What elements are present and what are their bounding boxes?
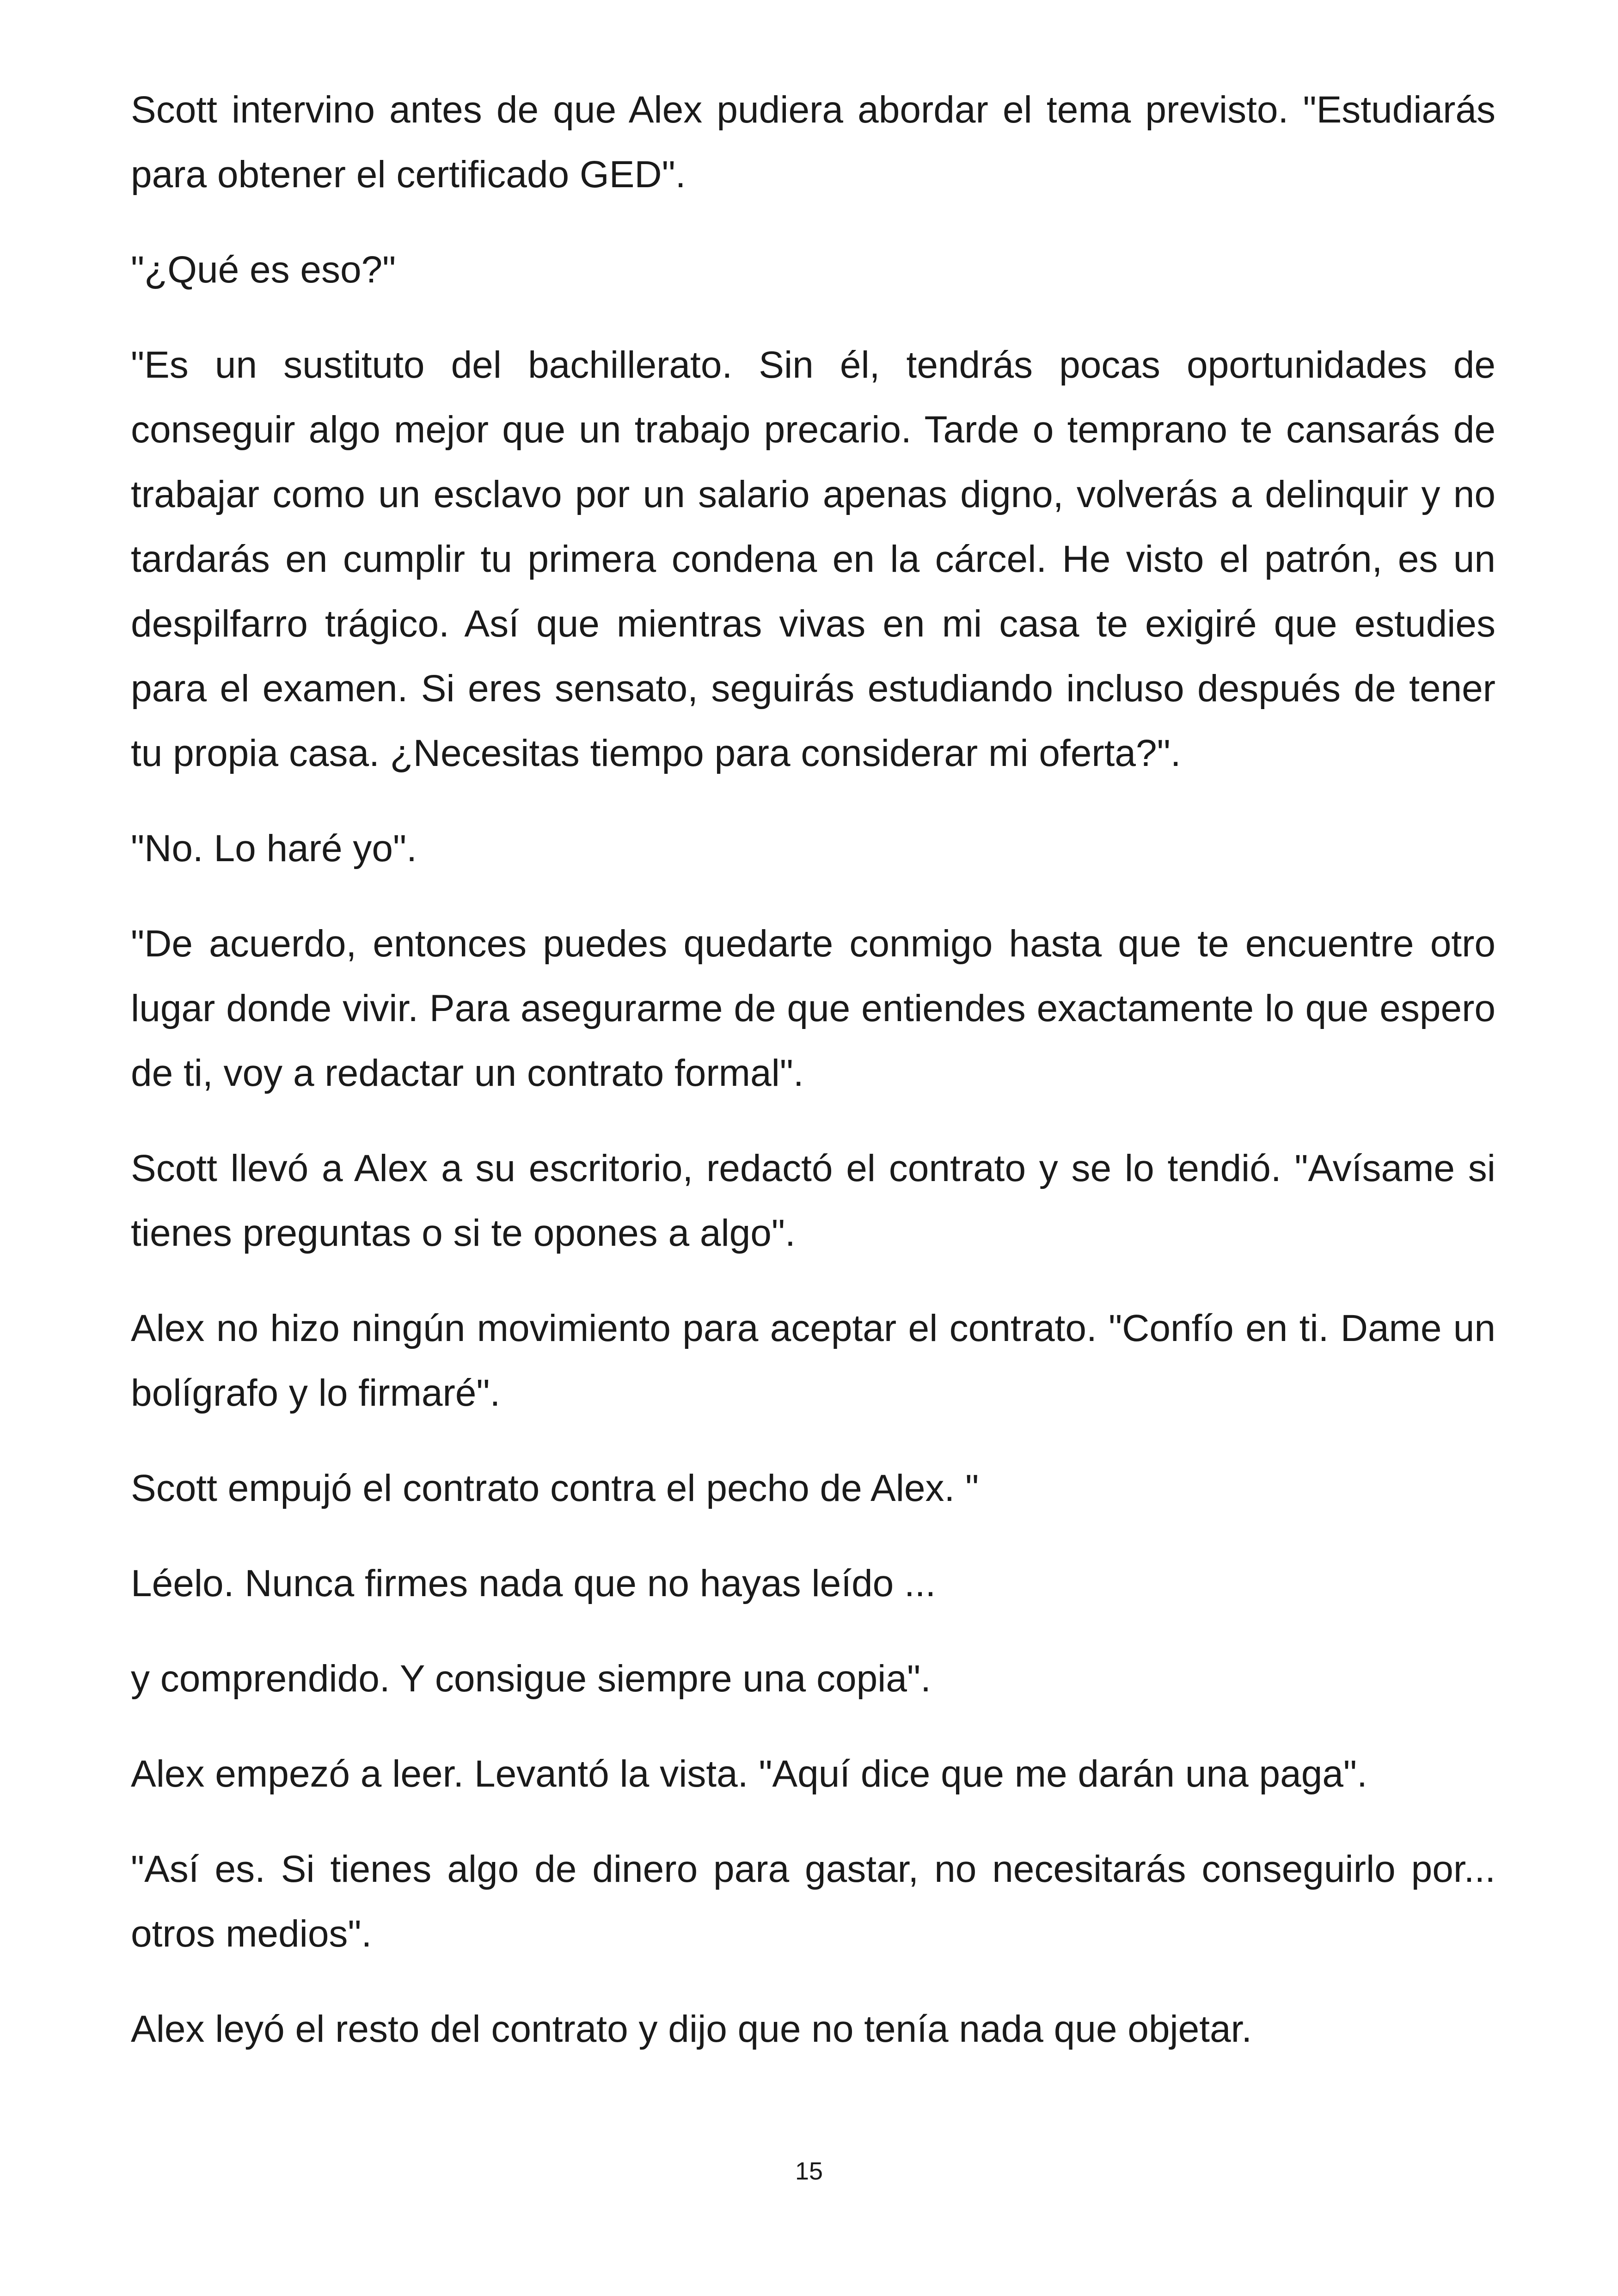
paragraph-13: Alex leyó el resto del contrato y dijo que no tenía nada que objetar. [131, 2008, 1252, 2050]
paragraph-8: Scott empujó el contrato contra el pecho de Alex. " [131, 1467, 979, 1509]
paragraph-2: "¿Qué es eso?" [131, 249, 396, 291]
paragraph-5: "De acuerdo, entonces puedes quedarte conmigo hasta que te encuentre otro lugar donde vivir. Para asegurarme de que entiendes exactamente lo que espero de ti, voy a redactar un contrato formal". [131, 923, 1495, 1094]
paragraph-1: Scott intervino antes de que Alex pudiera abordar el tema previsto. "Estudiarás para obtener el certificado GED". [131, 89, 1495, 196]
page-number: 15 [795, 2157, 823, 2185]
paragraph-6: Scott llevó a Alex a su escritorio, redactó el contrato y se lo tendió. "Avísame si tienes preguntas o si te opones a algo". [131, 1147, 1495, 1254]
paragraph-7: Alex no hizo ningún movimiento para aceptar el contrato. "Confío en ti. Dame un bolígrafo y lo firmaré". [131, 1307, 1495, 1414]
paragraph-4: "No. Lo haré yo". [131, 827, 417, 869]
paragraph-12: "Así es. Si tienes algo de dinero para gastar, no necesitarás conseguirlo por... otros medios". [131, 1848, 1495, 1955]
paragraph-3: "Es un sustituto del bachillerato. Sin él, tendrás pocas oportunidades de conseguir algo mejor que un trabajo precario. Tarde o temprano te cansarás de trabajar como un esclavo por un salario apenas digno, volverás a delinquir y no tardarás en cumplir tu primera condena en la cárcel. He visto el patrón, es un despilfarro trágico. Así que mientras vivas en mi casa te exigiré que estudies para el examen. Si eres sensato, seguirás estudiando incluso después de tener tu propia casa. ¿Necesitas tiempo para considerar mi oferta?". [131, 344, 1495, 774]
paragraph-9: Léelo. Nunca firmes nada que no hayas leído ... [131, 1562, 936, 1604]
paragraph-11: Alex empezó a leer. Levantó la vista. "Aquí dice que me darán una paga". [131, 1753, 1367, 1795]
paragraph-10: y comprendido. Y consigue siempre una copia". [131, 1658, 931, 1700]
body-text [131, 78, 1495, 2092]
